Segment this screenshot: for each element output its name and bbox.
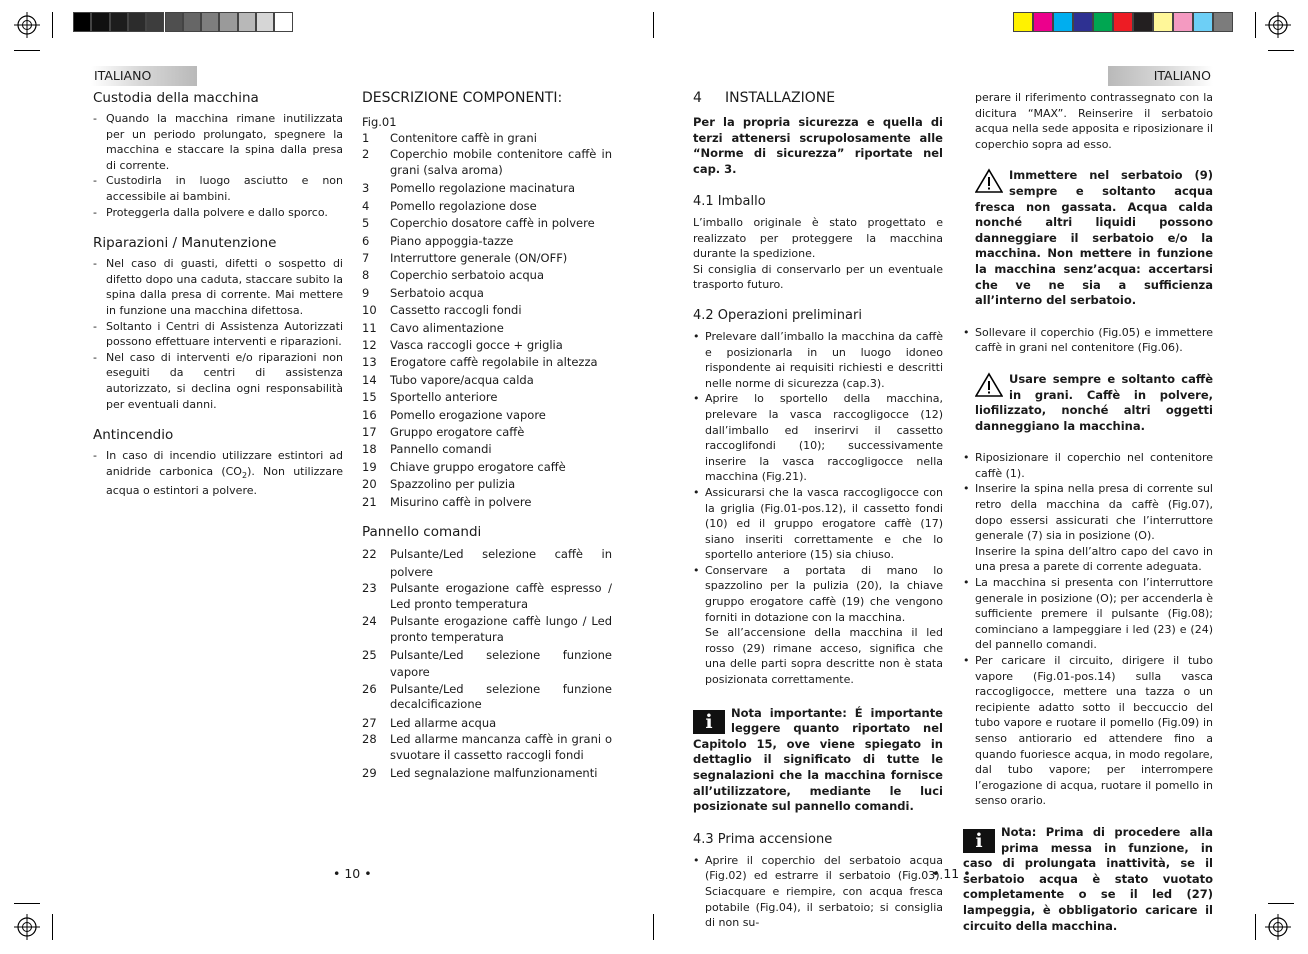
warning-beans xyxy=(963,372,1213,434)
color-swatch xyxy=(1013,12,1033,32)
component-number: 14 xyxy=(362,372,377,387)
grayscale-swatch xyxy=(256,12,274,32)
language-tab xyxy=(91,66,197,86)
warning-water-text: Immettere nel serbatoio (9) sempre e soltanto acqua fresca non gassata. Acqua calda nonché altri liquidi possono danneggiare il serbatoio e/o la macchina. Non mettere in funzione la macchina senz’acqua: accertarsi che ve ne sia a sufficienza all’interno del serbatoio. xyxy=(975,168,1213,308)
grayscale-swatch xyxy=(201,12,219,32)
panel-row xyxy=(362,732,612,763)
crop-mark xyxy=(653,12,654,38)
custodia-item: - Quando la macchina rimane inutilizzata per un periodo prolungato, spegnere la macchina e staccare la spina dalla presa di corrente. xyxy=(93,111,343,173)
component-number: 27 xyxy=(362,715,377,730)
component-row xyxy=(362,459,612,476)
crop-mark xyxy=(52,914,53,940)
right-column-1 xyxy=(693,90,943,931)
component-label: Interruttore generale (ON/OFF) xyxy=(390,251,568,266)
component-row xyxy=(362,441,612,458)
safety-intro: Per la propria sicurezza e quella di terzi attenersi scrupolosamente alle “Norme di sicurezza” riportate nel cap. 3. xyxy=(693,115,943,176)
operazioni-list xyxy=(693,329,943,625)
color-swatch xyxy=(1033,12,1053,32)
warning-water xyxy=(963,168,1213,308)
component-number: 13 xyxy=(362,355,377,370)
component-label: Erogatore caffè regolabile in altezza xyxy=(390,355,598,370)
component-label: Misurino caffè in polvere xyxy=(390,494,532,509)
component-number: 12 xyxy=(362,338,377,353)
panel-list xyxy=(362,546,612,782)
component-label: Coperchio mobile contenitore caffè in grani (salva aroma) xyxy=(390,147,612,177)
operazioni-heading: 4.2 Operazioni preliminari xyxy=(693,307,862,323)
grayscale-swatch xyxy=(183,12,201,32)
component-number: 1 xyxy=(362,131,370,145)
panel-row xyxy=(362,581,612,612)
accensione-heading: 4.3 Prima accensione xyxy=(693,831,833,847)
page-number-right: • 11 • xyxy=(932,866,971,881)
antincendio-heading: Antincendio xyxy=(93,427,174,444)
component-number: 24 xyxy=(362,613,377,628)
panel-heading: Pannello comandi xyxy=(362,524,482,541)
color-swatch xyxy=(1073,12,1093,32)
custodia-item: - Proteggerla dalla polvere e dallo sporco. xyxy=(93,205,343,221)
co2-subscript: 2 xyxy=(241,470,248,480)
grayscale-swatch xyxy=(73,12,91,32)
component-label: Pulsante/Led selezione funzione vapore xyxy=(390,647,612,680)
component-row xyxy=(362,233,612,250)
component-label: Serbatoio acqua xyxy=(390,285,484,300)
component-row xyxy=(362,389,612,406)
component-label: Led allarme acqua xyxy=(390,715,497,730)
startup-item xyxy=(963,575,1213,653)
imballo-heading: 4.1 Imballo xyxy=(693,194,766,209)
grayscale-swatch xyxy=(146,12,164,32)
component-number: 23 xyxy=(362,580,377,595)
section-title: INSTALLAZIONE xyxy=(725,90,836,106)
startup-item-text: La macchina si presenta con l’interruttore generale in posizione (O); per accenderla è sufficiente premere il pulsante (Fig.08); cominciano a lampeggiare i led (23) e (24) del pannello comandi. xyxy=(975,576,1214,652)
startup-item-text: Per caricare il circuito, dirigere il tubo vapore (Fig.01-pos.14) sulla vasca raccogligocce, mettere una tazza o un recipiente adatto sotto il beccuccio del tubo vapore e ruotare il pomello (Fig.09) in senso antiorario ed attendere fino a quando fuoriesce acqua, in modo regolare, dal tubo vapore; per interrompere l’erogazione di acqua, ruotare il pomello in senso orario. xyxy=(975,654,1213,808)
crop-mark xyxy=(653,914,654,940)
component-number: 18 xyxy=(362,442,377,457)
component-label: Chiave gruppo erogatore caffè xyxy=(390,459,566,474)
operazioni-note: Se all’accensione della macchina il led rosso (29) rimane acceso, significa che una delle parti sopra descritte non è stata posizionata correttamente. xyxy=(705,626,943,687)
component-row xyxy=(362,354,612,371)
component-label: Led allarme mancanza caffè in grani o svuotare il cassetto raccogli fondi xyxy=(390,732,612,762)
component-label: Led segnalazione malfunzionamenti xyxy=(390,766,598,781)
color-swatch xyxy=(1213,12,1233,32)
operazioni-item: • Conservare a portata di mano lo spazzolino per la pulizia (20), la chiave gruppo erogatore caffè (19) che vengono forniti in dotazione con la macchina. xyxy=(693,563,943,625)
imballo-text: L’imballo originale è stato progettato e realizzato per proteggere la macchina durante la spedizione. xyxy=(693,216,943,261)
component-number: 6 xyxy=(362,233,370,248)
component-number: 22 xyxy=(362,547,377,562)
component-number: 4 xyxy=(362,198,370,213)
startup-item-text: Riposizionare il coperchio nel contenitore caffè (1). xyxy=(975,451,1213,480)
component-number: 11 xyxy=(362,320,377,335)
panel-row xyxy=(362,715,612,732)
grayscale-swatch xyxy=(219,12,237,32)
antincendio-item xyxy=(93,448,343,499)
startup-item xyxy=(963,653,1213,809)
important-note-text: Nota importante: É importante leggere quanto riportato nel Capitolo 15, ove viene spiegato in dettaglio il significato di tutte le segnalazioni che la macchina fornisce all’utilizzatore, mediante le luci posizionate sul pannello comandi. xyxy=(693,705,943,814)
custodia-list xyxy=(93,111,343,220)
left-column-1 xyxy=(93,90,343,499)
panel-row xyxy=(362,614,612,645)
continued-text: perare il riferimento contrassegnato con la dicitura “MAX”. Reinserire il serbatoio acqua nella sede apposita e riposizionare il coperchio sopra ad esso. xyxy=(975,91,1213,151)
registration-mark-icon xyxy=(14,12,40,38)
page-number-left: • 10 • xyxy=(333,866,372,881)
color-swatch xyxy=(1193,12,1213,32)
panel-row xyxy=(362,682,612,713)
registration-mark-icon xyxy=(14,914,40,940)
color-swatch xyxy=(1053,12,1073,32)
riparazioni-item: - Nel caso di guasti, difetti o sospetto di difetto dopo una caduta, staccare subito la spina dalla presa di corrente. Mai mettere in funzione una macchina difettosa. xyxy=(93,256,343,318)
grayscale-swatch xyxy=(110,12,128,32)
component-row xyxy=(362,302,612,319)
component-number: 20 xyxy=(362,477,377,492)
grayscale-swatch xyxy=(91,12,109,32)
component-label: Cassetto raccogli fondi xyxy=(390,303,522,318)
left-column-2 xyxy=(362,90,612,782)
component-label: Tubo vapore/acqua calda xyxy=(390,372,534,387)
component-row xyxy=(362,130,612,147)
right-column-2 xyxy=(963,90,1213,934)
custodia-item: - Custodirla in luogo asciutto e non accessibile ai bambini. xyxy=(93,173,343,204)
riparazioni-heading: Riparazioni / Manutenzione xyxy=(93,235,277,252)
section-number: 4 xyxy=(693,90,702,106)
important-note xyxy=(693,706,943,815)
component-label: Pulsante/Led selezione funzione decalcificazione xyxy=(390,681,612,712)
panel-row xyxy=(362,765,612,782)
component-number: 29 xyxy=(362,766,377,781)
component-label: Cavo alimentazione xyxy=(390,320,504,335)
component-label: Gruppo erogatore caffè xyxy=(390,425,525,440)
crop-mark xyxy=(52,12,53,38)
component-row xyxy=(362,250,612,267)
component-label: Sportello anteriore xyxy=(390,390,498,405)
operazioni-item: • Aprire lo sportello della macchina, prelevare la vasca raccogligocce (12) dall’imballo ed inserirvi il cassetto raccoglifondi (10); successivamente inserire la vasca raccogligocce nella macchina (Fig.21). xyxy=(693,391,943,485)
component-row xyxy=(362,372,612,389)
component-number: 28 xyxy=(362,732,377,747)
crop-mark xyxy=(1255,12,1256,38)
grayscale-swatch xyxy=(128,12,146,32)
component-number: 26 xyxy=(362,681,377,696)
component-number: 3 xyxy=(362,181,370,196)
component-number: 5 xyxy=(362,216,370,231)
color-swatch xyxy=(1173,12,1193,32)
component-label: Spazzolino per pulizia xyxy=(390,477,516,492)
component-number: 7 xyxy=(362,251,370,266)
startup-item-text: Inserire la spina nella presa di corrente sul retro della macchina da caffè (Fig.07), dopo essersi assicurati che l’interruttore generale (7) sia in posizione (O). xyxy=(975,482,1213,543)
warning-beans-text: Usare sempre e soltanto caffè in grani. Caffè in polvere, liofilizzato, nonché altri oggetti danneggiano la macchina. xyxy=(975,371,1213,433)
component-label: Pannello comandi xyxy=(390,442,492,457)
component-number: 16 xyxy=(362,407,377,422)
component-number: 21 xyxy=(362,494,377,509)
component-label: Pomello erogazione vapore xyxy=(390,407,546,422)
startup-item xyxy=(963,481,1213,575)
custodia-heading: Custodia della macchina xyxy=(93,90,259,106)
registration-mark-icon xyxy=(1265,12,1291,38)
info-icon: i xyxy=(693,710,725,734)
component-label: Piano appoggia-tazze xyxy=(390,233,514,248)
component-label: Vasca raccogli gocce + griglia xyxy=(390,338,563,353)
crop-mark xyxy=(14,903,40,904)
figure-ref: Fig.01 xyxy=(362,115,397,129)
warning-triangle-icon xyxy=(975,168,1003,194)
component-row xyxy=(362,180,612,197)
riparazioni-item: - Soltanto i Centri di Assistenza Autorizzati possono effettuare interventi e riparazioni. xyxy=(93,319,343,350)
crop-mark xyxy=(1268,903,1294,904)
component-row xyxy=(362,476,612,493)
bean-item: • Sollevare il coperchio (Fig.05) e immettere caffè in grani nel contenitore (Fig.06). xyxy=(963,325,1213,356)
component-row xyxy=(362,320,612,337)
components-list xyxy=(362,130,612,511)
registration-mark-icon xyxy=(1265,914,1291,940)
component-row xyxy=(362,215,612,232)
panel-row xyxy=(362,647,612,682)
component-row xyxy=(362,337,612,354)
component-number: 25 xyxy=(362,647,377,662)
grayscale-swatch xyxy=(274,12,292,32)
component-label: Coperchio serbatoio acqua xyxy=(390,268,544,283)
antincendio-text-end: ). Non utilizzare acqua o estintori a polvere. xyxy=(106,464,343,498)
note-circuit-text: Nota: Prima di procedere alla prima messa in funzione, in caso di prolungata inattività, se il serbatoio acqua è stato vuotato completamente o se il led (27) lampeggia, è obbligatorio caricare il circuito della macchina. xyxy=(963,824,1213,933)
component-row xyxy=(362,285,612,302)
crop-mark xyxy=(1268,50,1294,51)
component-number: 15 xyxy=(362,390,377,405)
language-tab xyxy=(1108,66,1213,86)
component-number: 8 xyxy=(362,268,370,283)
panel-row xyxy=(362,546,612,581)
warning-triangle-icon xyxy=(975,372,1003,398)
accensione-list xyxy=(693,853,943,931)
accensione-item: • Aprire il coperchio del serbatoio acqua (Fig.02) ed estrarre il serbatoio (Fig.03). Sciacquare e riempire, con acqua fresca potabile (Fig.04), il serbatoio; si consiglia di non su- xyxy=(693,853,943,931)
language-label: ITALIANO xyxy=(94,68,152,83)
component-label: Contenitore caffè in grani xyxy=(390,131,537,145)
component-row xyxy=(362,424,612,441)
component-label: Coperchio dosatore caffè in polvere xyxy=(390,216,595,231)
component-row xyxy=(362,407,612,424)
section-heading xyxy=(693,90,943,106)
grayscale-swatch xyxy=(165,12,183,32)
color-swatch xyxy=(1153,12,1173,32)
crop-mark xyxy=(1255,914,1256,940)
color-swatch xyxy=(1133,12,1153,32)
crop-mark xyxy=(14,50,40,51)
component-label: Pomello regolazione macinatura xyxy=(390,181,576,196)
component-number: 10 xyxy=(362,303,377,318)
antincendio-text: In caso di incendio utilizzare estintori ad anidride carbonica (CO xyxy=(106,449,343,478)
component-label: Pomello regolazione dose xyxy=(390,198,537,213)
components-title: DESCRIZIONE COMPONENTI: xyxy=(362,90,563,106)
grayscale-swatch xyxy=(238,12,256,32)
info-icon: i xyxy=(963,829,995,853)
component-number: 9 xyxy=(362,285,370,300)
component-label: Pulsante/Led selezione caffè in polvere xyxy=(390,547,612,579)
component-label: Pulsante erogazione caffè lungo / Led pronto temperatura xyxy=(390,613,612,644)
component-number: 17 xyxy=(362,425,377,440)
startup-item-extra: Inserire la spina dell’altro capo del cavo in una presa a parete di corrente adeguata. xyxy=(975,544,1213,574)
operazioni-item: • Assicurarsi che la vasca raccogligocce con la griglia (Fig.01-pos.12), il cassetto fondi (10) ed il gruppo erogatore caffè (17) siano inseriti correttamente e che lo sportello anteriore (15) sia chiuso. xyxy=(693,485,943,563)
component-row xyxy=(362,198,612,215)
component-row xyxy=(362,494,612,511)
component-label: Pulsante erogazione caffè espresso / Led pronto temperatura xyxy=(390,580,612,611)
note-circuit xyxy=(963,825,1213,934)
antincendio-list xyxy=(93,448,343,499)
component-number: 19 xyxy=(362,459,377,474)
imballo-text: Si consiglia di conservarlo per un eventuale trasporto futuro. xyxy=(693,262,943,292)
color-swatch xyxy=(1093,12,1113,32)
riparazioni-item: - Nel caso di interventi e/o riparazioni non eseguiti da centri di assistenza autorizzato, si declina ogni responsabilità per eventuali danni. xyxy=(93,350,343,412)
color-swatch xyxy=(1113,12,1133,32)
startup-item xyxy=(963,450,1213,481)
startup-list xyxy=(963,450,1213,809)
riparazioni-list xyxy=(93,256,343,412)
operazioni-item: • Prelevare dall’imballo la macchina da caffè e posizionarla in un luogo idoneo rispondente ai requisiti richiesti e descritti nelle norme di sicurezza (cap.3). xyxy=(693,329,943,391)
component-number: 2 xyxy=(362,147,370,162)
bean-list xyxy=(963,325,1213,356)
language-label: ITALIANO xyxy=(1153,68,1211,83)
component-row xyxy=(362,267,612,284)
component-row xyxy=(362,147,612,178)
